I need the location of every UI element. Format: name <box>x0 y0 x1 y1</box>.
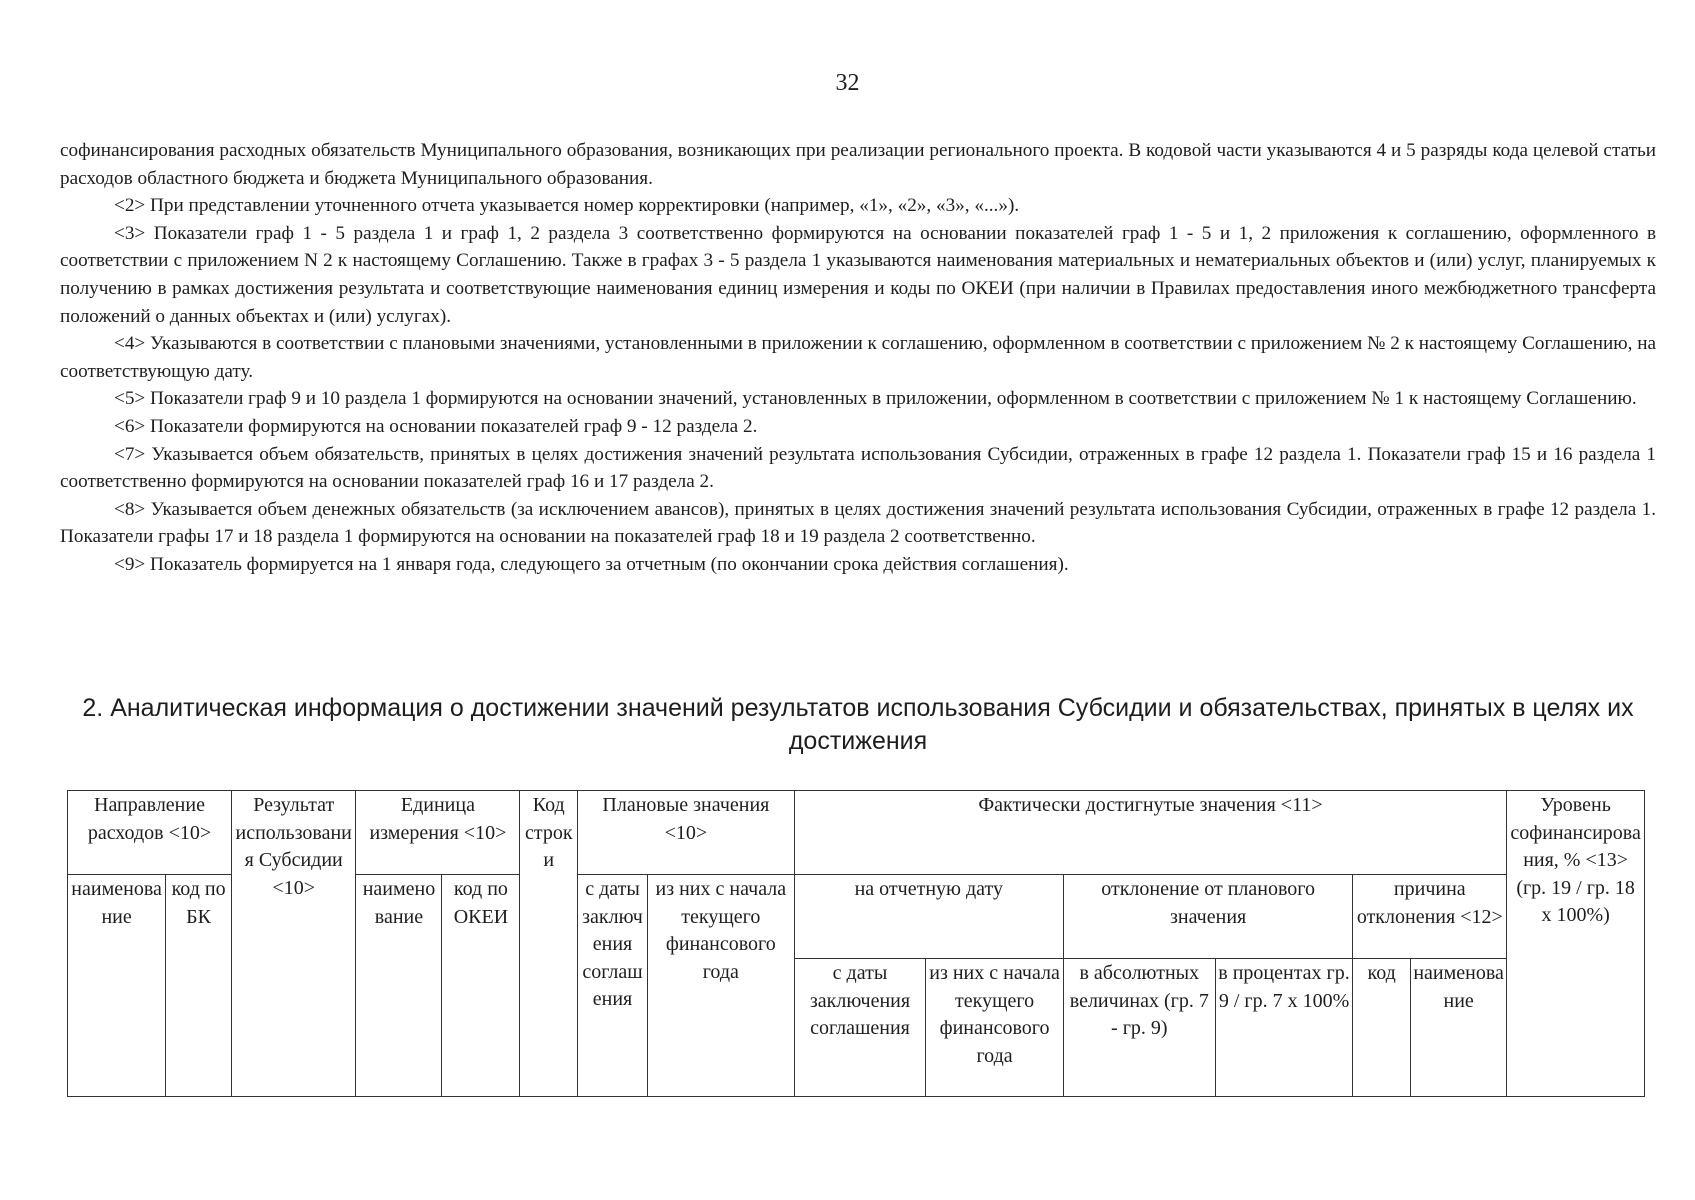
header-planned-since-agreement: с даты заключения соглашения <box>578 875 648 1097</box>
header-planned: Плановые значения <10> <box>578 791 795 875</box>
footnote-2: <2> При представлении уточненного отчета указывается номер корректировки (например, «1», «2», «3», «...»). <box>114 195 1020 217</box>
section-heading: 2. Аналитическая информация о достижении значений результатов использования Субсидии и обязательствах, принятых в целях их достижения <box>82 694 1634 755</box>
header-cofinancing: Уровень софинансирования, % <13> (гр. 19 / гр. 18 х 100%) <box>1507 791 1645 1097</box>
header-deviation-percent: в процентах гр. 9 / гр. 7 х 100% <box>1215 959 1353 1097</box>
header-actual-since-year: из них с начала текущего финансового года <box>926 959 1064 1097</box>
header-actual-since-agreement: с даты заключения соглашения <box>794 959 926 1097</box>
footnote-9: <9> Показатель формируется на 1 января года, следующего за отчетным (по окончании срока действия соглашения). <box>114 553 1069 575</box>
page-number: 32 <box>835 70 860 96</box>
footnotes <box>60 137 1656 579</box>
header-deviation-absolute: в абсолютных величинах (гр. 7 - гр. 9) <box>1063 959 1215 1097</box>
header-expense-direction: Направление расходов <10> <box>68 791 232 875</box>
header-on-report-date: на отчетную дату <box>794 875 1063 959</box>
header-deviation: отклонение от планового значения <box>1063 875 1352 959</box>
header-planned-since-year: из них с начала текущего финансового года <box>647 875 794 1097</box>
header-actual: Фактически достигнутые значения <11> <box>794 791 1507 875</box>
footnote-8: <8> Указывается объем денежных обязательств (за исключением авансов), принятых в целях достижения значений результата использования Субсидии, отраженных в графе 12 раздела 1. Показатели графы 17 и 18 раздела 1 формируются на основании на показателей граф 18 и 19 раздела 2 соответственно. <box>60 498 1656 548</box>
header-result: Результат использования Субсидии <10> <box>231 791 355 1097</box>
header-reason-code: код <box>1353 959 1411 1097</box>
footnote-5: <5> Показатели граф 9 и 10 раздела 1 формируются на основании значений, установленных в приложении, оформленном в соответствии с приложением № 1 к настоящему Соглашению. <box>114 388 1637 410</box>
footnote-7: <7> Указывается объем обязательств, принятых в целях достижения значений результата использования Субсидии, отраженных в графе 12 раздела 1. Показатели граф 15 и 16 раздела 1 соответственно формируются на основании показателей граф 16 и 17 раздела 2. <box>60 443 1656 493</box>
header-reason-name: наименование <box>1411 959 1507 1097</box>
header-unit-code: код по ОКЕИ <box>442 875 520 1097</box>
header-reason: причина отклонения <12> <box>1353 875 1507 959</box>
header-expense-name: наименование <box>68 875 166 1097</box>
header-unit: Единица измерения <10> <box>356 791 520 875</box>
footnote-3: <3> Показатели граф 1 - 5 раздела 1 и граф 1, 2 раздела 3 соответственно формируются на основании показателей граф 1 - 5 и 1, 2 приложения к соглашению, оформленного в соответствии с приложением N 2 к настоящему Соглашению. Также в графах 3 - 5 раздела 1 указываются наименования материальных и нематериальных объектов и (или) услуг, планируемых к получению в рамках достижения результата и соответствующие наименования единиц измерения и коды по ОКЕИ (при наличии в Правилах предоставления иного межбюджетного трансферта положений о данных объектах и (или) услугах). <box>60 222 1656 327</box>
footnote-continuation: софинансирования расходных обязательств Муниципального образования, возникающих при реализации регионального проекта. В кодовой части указываются 4 и 5 разряды кода целевой статьи расходов областного бюджета и бюджета Муниципального образования. <box>60 140 1656 189</box>
header-line-code: Код строки <box>520 791 578 1097</box>
analytics-table <box>67 790 1645 1097</box>
footnote-4: <4> Указываются в соответствии с плановыми значениями, установленными в приложении к соглашению, оформленном в соответствии с приложением № 2 к настоящему Соглашению, на соответствующую дату. <box>60 333 1656 382</box>
footnote-6: <6> Показатели формируются на основании показателей граф 9 - 12 раздела 2. <box>114 415 758 437</box>
header-unit-name: наименование <box>356 875 442 1097</box>
header-expense-code: код по БК <box>166 875 232 1097</box>
